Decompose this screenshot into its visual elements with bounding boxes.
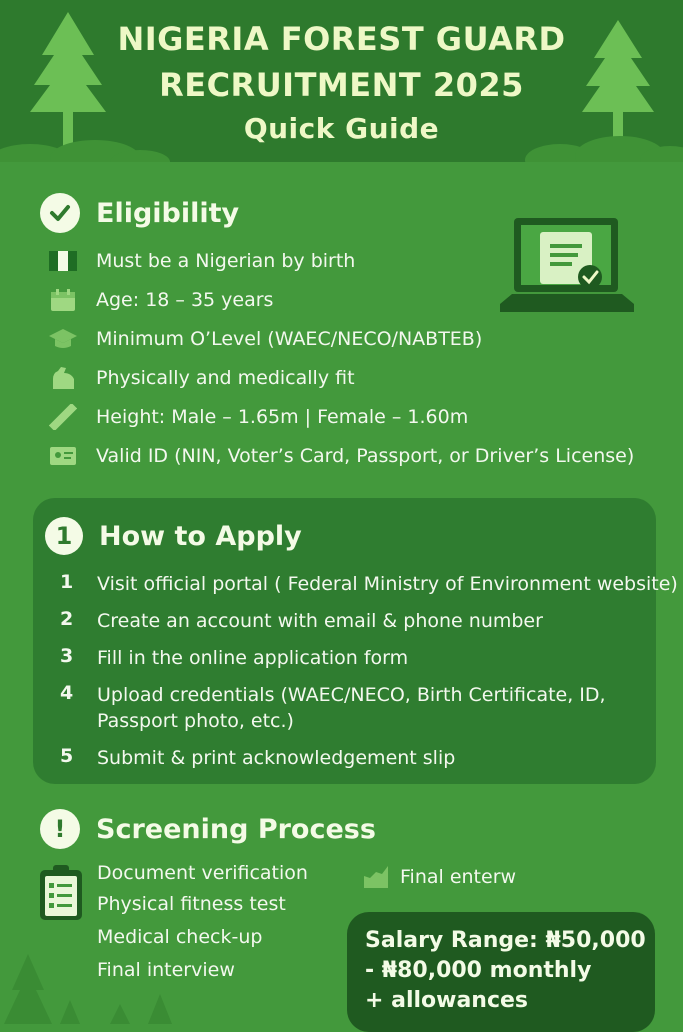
number-one-badge: 1 [45, 517, 83, 555]
eligibility-title: Eligibility [96, 197, 240, 229]
eligibility-item-age: Age: 18 – 35 years [48, 285, 668, 315]
page-title-line-2: RECRUITMENT 2025 [159, 66, 524, 104]
forest-silhouette-decoration [0, 950, 200, 1024]
exclamation-badge: ! [40, 809, 80, 849]
salary-line-3: + allowances [365, 988, 529, 1013]
clipboard-checklist-icon [38, 864, 84, 922]
page-subtitle: Quick Guide [243, 112, 440, 145]
eligibility-item-education: Minimum O’Level (WAEC/NECO/NABTEB) [48, 324, 668, 354]
header-banner [0, 0, 683, 162]
flexed-arm-icon [48, 366, 78, 390]
screening-title: Screening Process [96, 813, 376, 845]
calendar-icon [48, 288, 78, 312]
screening-item: Document verification [97, 862, 308, 884]
how-to-apply-heading [45, 517, 302, 555]
screening-item: Physical fitness test [97, 893, 286, 915]
flexed-arm-icon [362, 864, 390, 890]
eligibility-heading [40, 193, 239, 233]
screening-item: Medical check-up [97, 926, 263, 948]
eligibility-item-height: Height: Male – 1.65m | Female – 1.60m [48, 402, 668, 432]
eligibility-item-fitness: Physically and medically fit [48, 363, 668, 393]
screening-heading [40, 809, 376, 849]
eligibility-item-id: Valid ID (NIN, Voter’s Card, Passport, or Driver’s License) [48, 441, 668, 471]
graduation-cap-icon [48, 327, 78, 351]
salary-panel [347, 912, 655, 1032]
how-to-apply-title: How to Apply [99, 520, 302, 552]
salary-line-2: - ₦80,000 monthly [365, 958, 592, 983]
page-title-line-1: NIGERIA FOREST GUARD [117, 20, 566, 58]
screening-item: Final interview [97, 959, 235, 981]
eligibility-item-nationality: Must be a Nigerian by birth [48, 246, 668, 276]
screening-side-note: Final enterw [400, 866, 517, 888]
check-circle-icon [40, 193, 80, 233]
ruler-icon [48, 405, 78, 429]
nigeria-flag-icon [48, 249, 78, 273]
id-card-icon [48, 444, 78, 468]
salary-line-1: Salary Range: ₦50,000 [365, 928, 646, 953]
